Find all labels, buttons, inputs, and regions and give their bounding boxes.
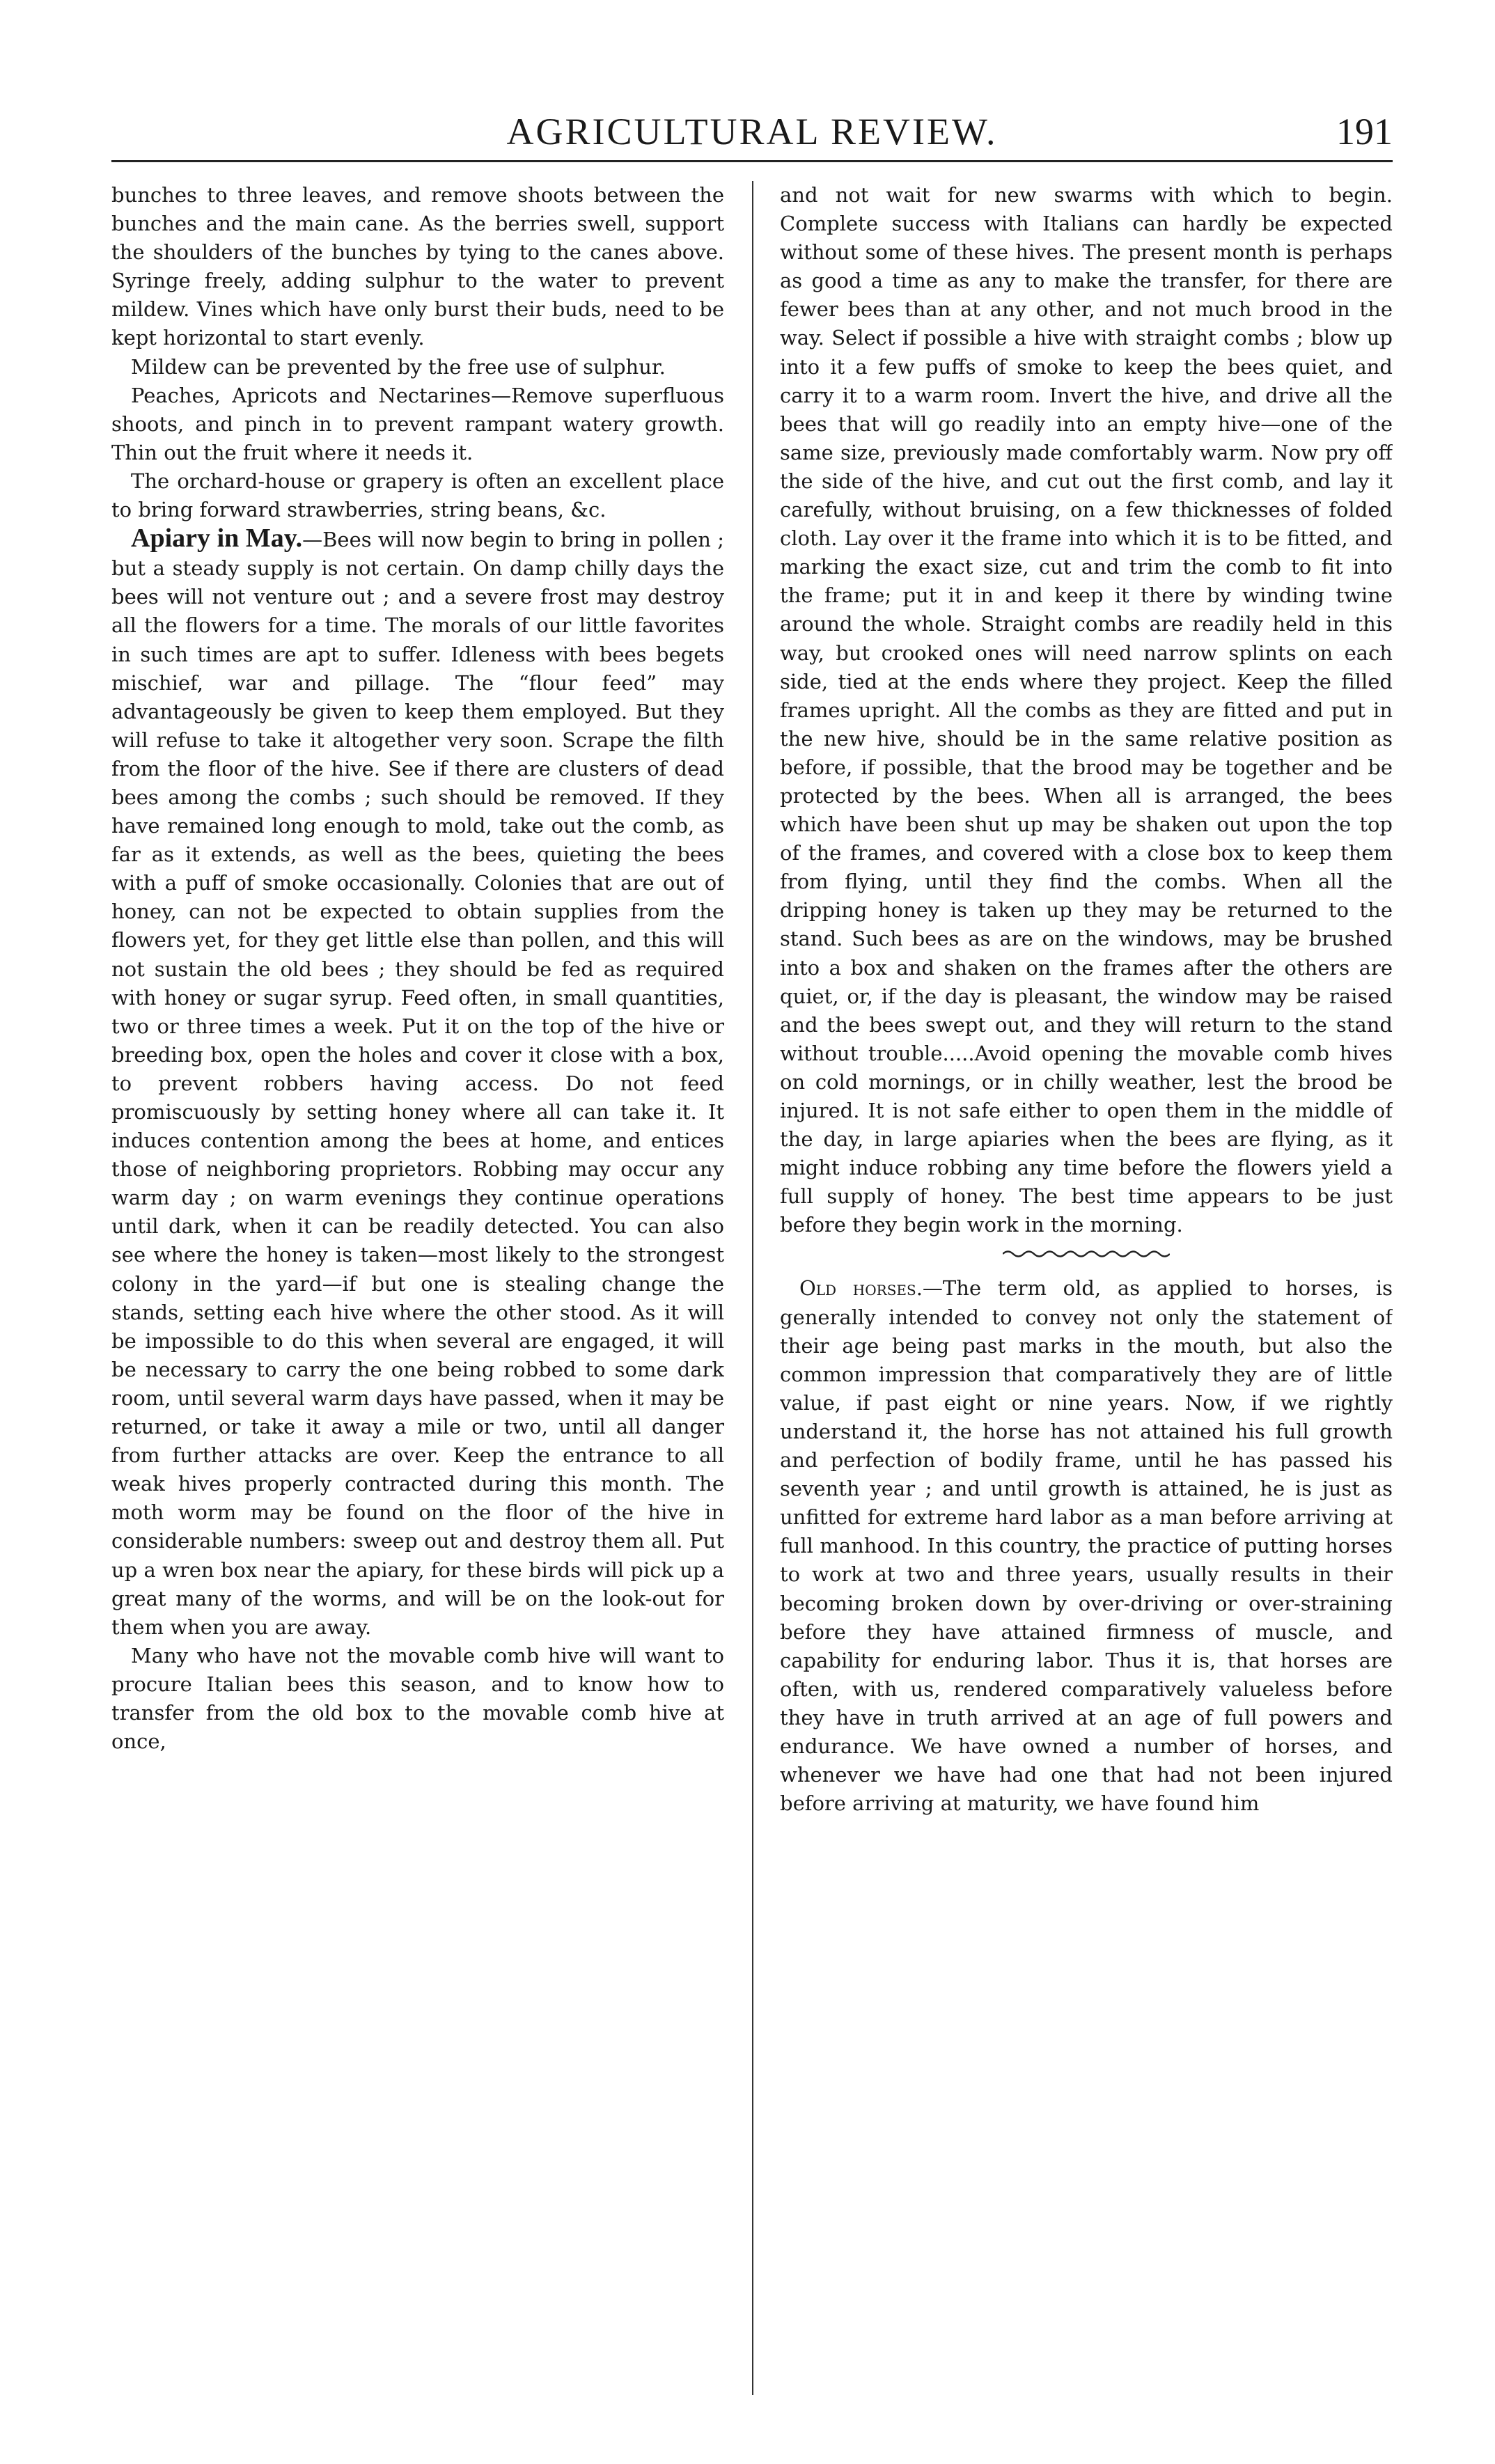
page-number: 191 xyxy=(1336,111,1393,152)
section-heading-old-horses: Old horses. xyxy=(799,1276,923,1301)
right-column xyxy=(780,181,1393,2395)
paragraph: Many who have not the movable comb hive will want to procure Italian bees this season, and to know how to transfer from the old box to the movable comb hive at once, xyxy=(111,1643,724,1754)
paragraph: Mildew can be prevented by the free use of sulphur. xyxy=(131,354,666,379)
paragraph: bunches to three leaves, and remove shoots between the bunches and the main cane. As the berries swell, support the shoulders of the bunches by tying to the canes above. Syringe freely, adding sulphur to the water to prevent mildew. Vines which have only burst their buds, need to be kept horizontal to start evenly. xyxy=(111,183,724,350)
page xyxy=(111,104,1393,2402)
section-text: —Bees will now begin to bring in pollen ; but a steady supply is not certain. On damp chilly days the bees will not venture out ; and a severe frost may destroy all the flowers for a time. The morals of our little favorites in such times are apt to suffer. Idleness with bees begets mischief, war and pillage. The “flour feed” may advantageously be given to keep them employed. But they will refuse to take it altogether very soon. Scrape the filth from the floor of the hive. See if there are clusters of dead bees among the combs ; such should be removed. If they have remained long enough to mold, take out the comb, as far as it extends, as well as the bees, quieting the bees with a puff of smoke occasionally. Colonies that are out of honey, can not be expected to obtain supplies from the flowers yet, for they get little else than pollen, and this will not sustain the old bees ; they should be fed as required with honey or sugar syrup. Feed often, in small quantities, two or three times a week. Put it on the top of the hive or breeding box, open the holes and cover it close with a box, to prevent robbers having access. Do not feed promiscuously by setting honey where all can take it. It induces contention among the bees at home, and entices those of neighboring proprietors. Robbing may occur any warm day ; on warm evenings they continue operations until dark, when it can be readily detected. You can also see where the honey is taken—most likely to the strongest colony in the yard—if but one is stealing change the stands, setting each hive where the other stood. As it will be impossible to do this when several are engaged, it will be necessary to carry the one being robbed to some dark room, until several warm days have passed, when it may be returned, or take it away a mile or two, until all danger from further attacks are over. Keep the entrance to all weak hives properly contracted during this month. The moth worm may be found on the floor of the hive in considerable numbers: sweep out and destroy them all. Put up a wren box near the apiary, for these birds will pick up a great many of the worms, and will be on the look-out for them when you are away. xyxy=(111,528,724,1639)
apiary-section xyxy=(111,524,724,1642)
paragraph: and not wait for new swarms with which to begin. Complete success with Italians can hardly be expected without some of these hives. The present month is perhaps as good a time as any to make the transfer, for there are fewer bees than at any other, and not much brood in the way. Select if possible a hive with straight combs ; blow up into it a few puffs of smoke to keep the bees quiet, and carry it to a warm room. Invert the hive, and drive all the bees that will go readily into an empty hive—one of the same size, previously made comfortably warm. Now pry off the side of the hive, and cut out the first comb, and lay it carefully, without bruising, on a few thicknesses of folded cloth. Lay over it the frame into which it is to be fitted, and marking the exact size, cut and trim the comb to fit into the frame; put it in and keep it there by winding twine around the whole. Straight combs are readily held in this way, but crooked ones will need narrow splints on each side, tied at the ends where they project. Keep the filled frames upright. All the combs as they are fitted and put in the new hive, should be in the same relative position as before, if possible, that the brood may be together and be protected by the bees. When all is arranged, the bees which have been shut up may be shaken out upon the top of the frames, and covered with a close box to keep them from flying, until they find the combs. When all the dripping honey is taken up they may be returned to the stand. Such bees as are on the windows, may be brushed into a box and shaken on the frames after the others are quiet, or, if the day is pleasant, the window may be raised and the bees swept out, and they will return to the stand without trouble.....Avoid opening the movable comb hives on cold mornings, or in chilly weather, lest the brood be injured. It is not safe either to open them in the middle of the day, in large apiaries when the bees are flying, as it might induce robbing any time before the flowers yield a full supply of honey. The best time appears to be just before they begin work in the morning. xyxy=(780,183,1393,1237)
section-heading-apiary: Apiary in May. xyxy=(131,524,303,554)
text-columns xyxy=(111,181,1393,2395)
paragraph: The orchard-house or grapery is often an excellent place to bring forward strawberries, string beans, &c. xyxy=(111,469,724,522)
left-column xyxy=(111,181,724,2395)
old-horses-section xyxy=(780,1274,1393,1818)
section-text: —The term old, as applied to horses, is generally intended to convey not only the statement of their age being past marks in the mouth, but also the common impression that comparatively they are of little value, if past eight or nine years. Now, if we rightly understand it, the horse has not attained his full growth and perfection of bodily frame, until he has passed his seventh year ; and until growth is attained, he is just as unfitted for extreme hard labor as a man before arriving at full manhood. In this country, the practice of putting horses to work at two and three years, usually results in their becoming broken down by over-driving or over-straining before they have attained firmness of muscle, and capability for enduring labor. Thus it is, that horses are often, with us, rendered comparatively valueless before they have in truth arrived at an age of full powers and endurance. We have owned a number of horses, and whenever we have had one that had not been injured before arriving at maturity, we have found him xyxy=(780,1276,1393,1816)
column-divider xyxy=(752,181,753,2395)
running-head: AGRICULTURAL REVIEW. xyxy=(506,111,998,152)
page-header xyxy=(111,104,1393,162)
paragraph: Peaches, Apricots and Nectarines—Remove superfluous shoots, and pinch in to prevent rampant watery growth. Thin out the fruit where it needs it. xyxy=(111,383,724,464)
wavy-divider xyxy=(1003,1249,1170,1259)
